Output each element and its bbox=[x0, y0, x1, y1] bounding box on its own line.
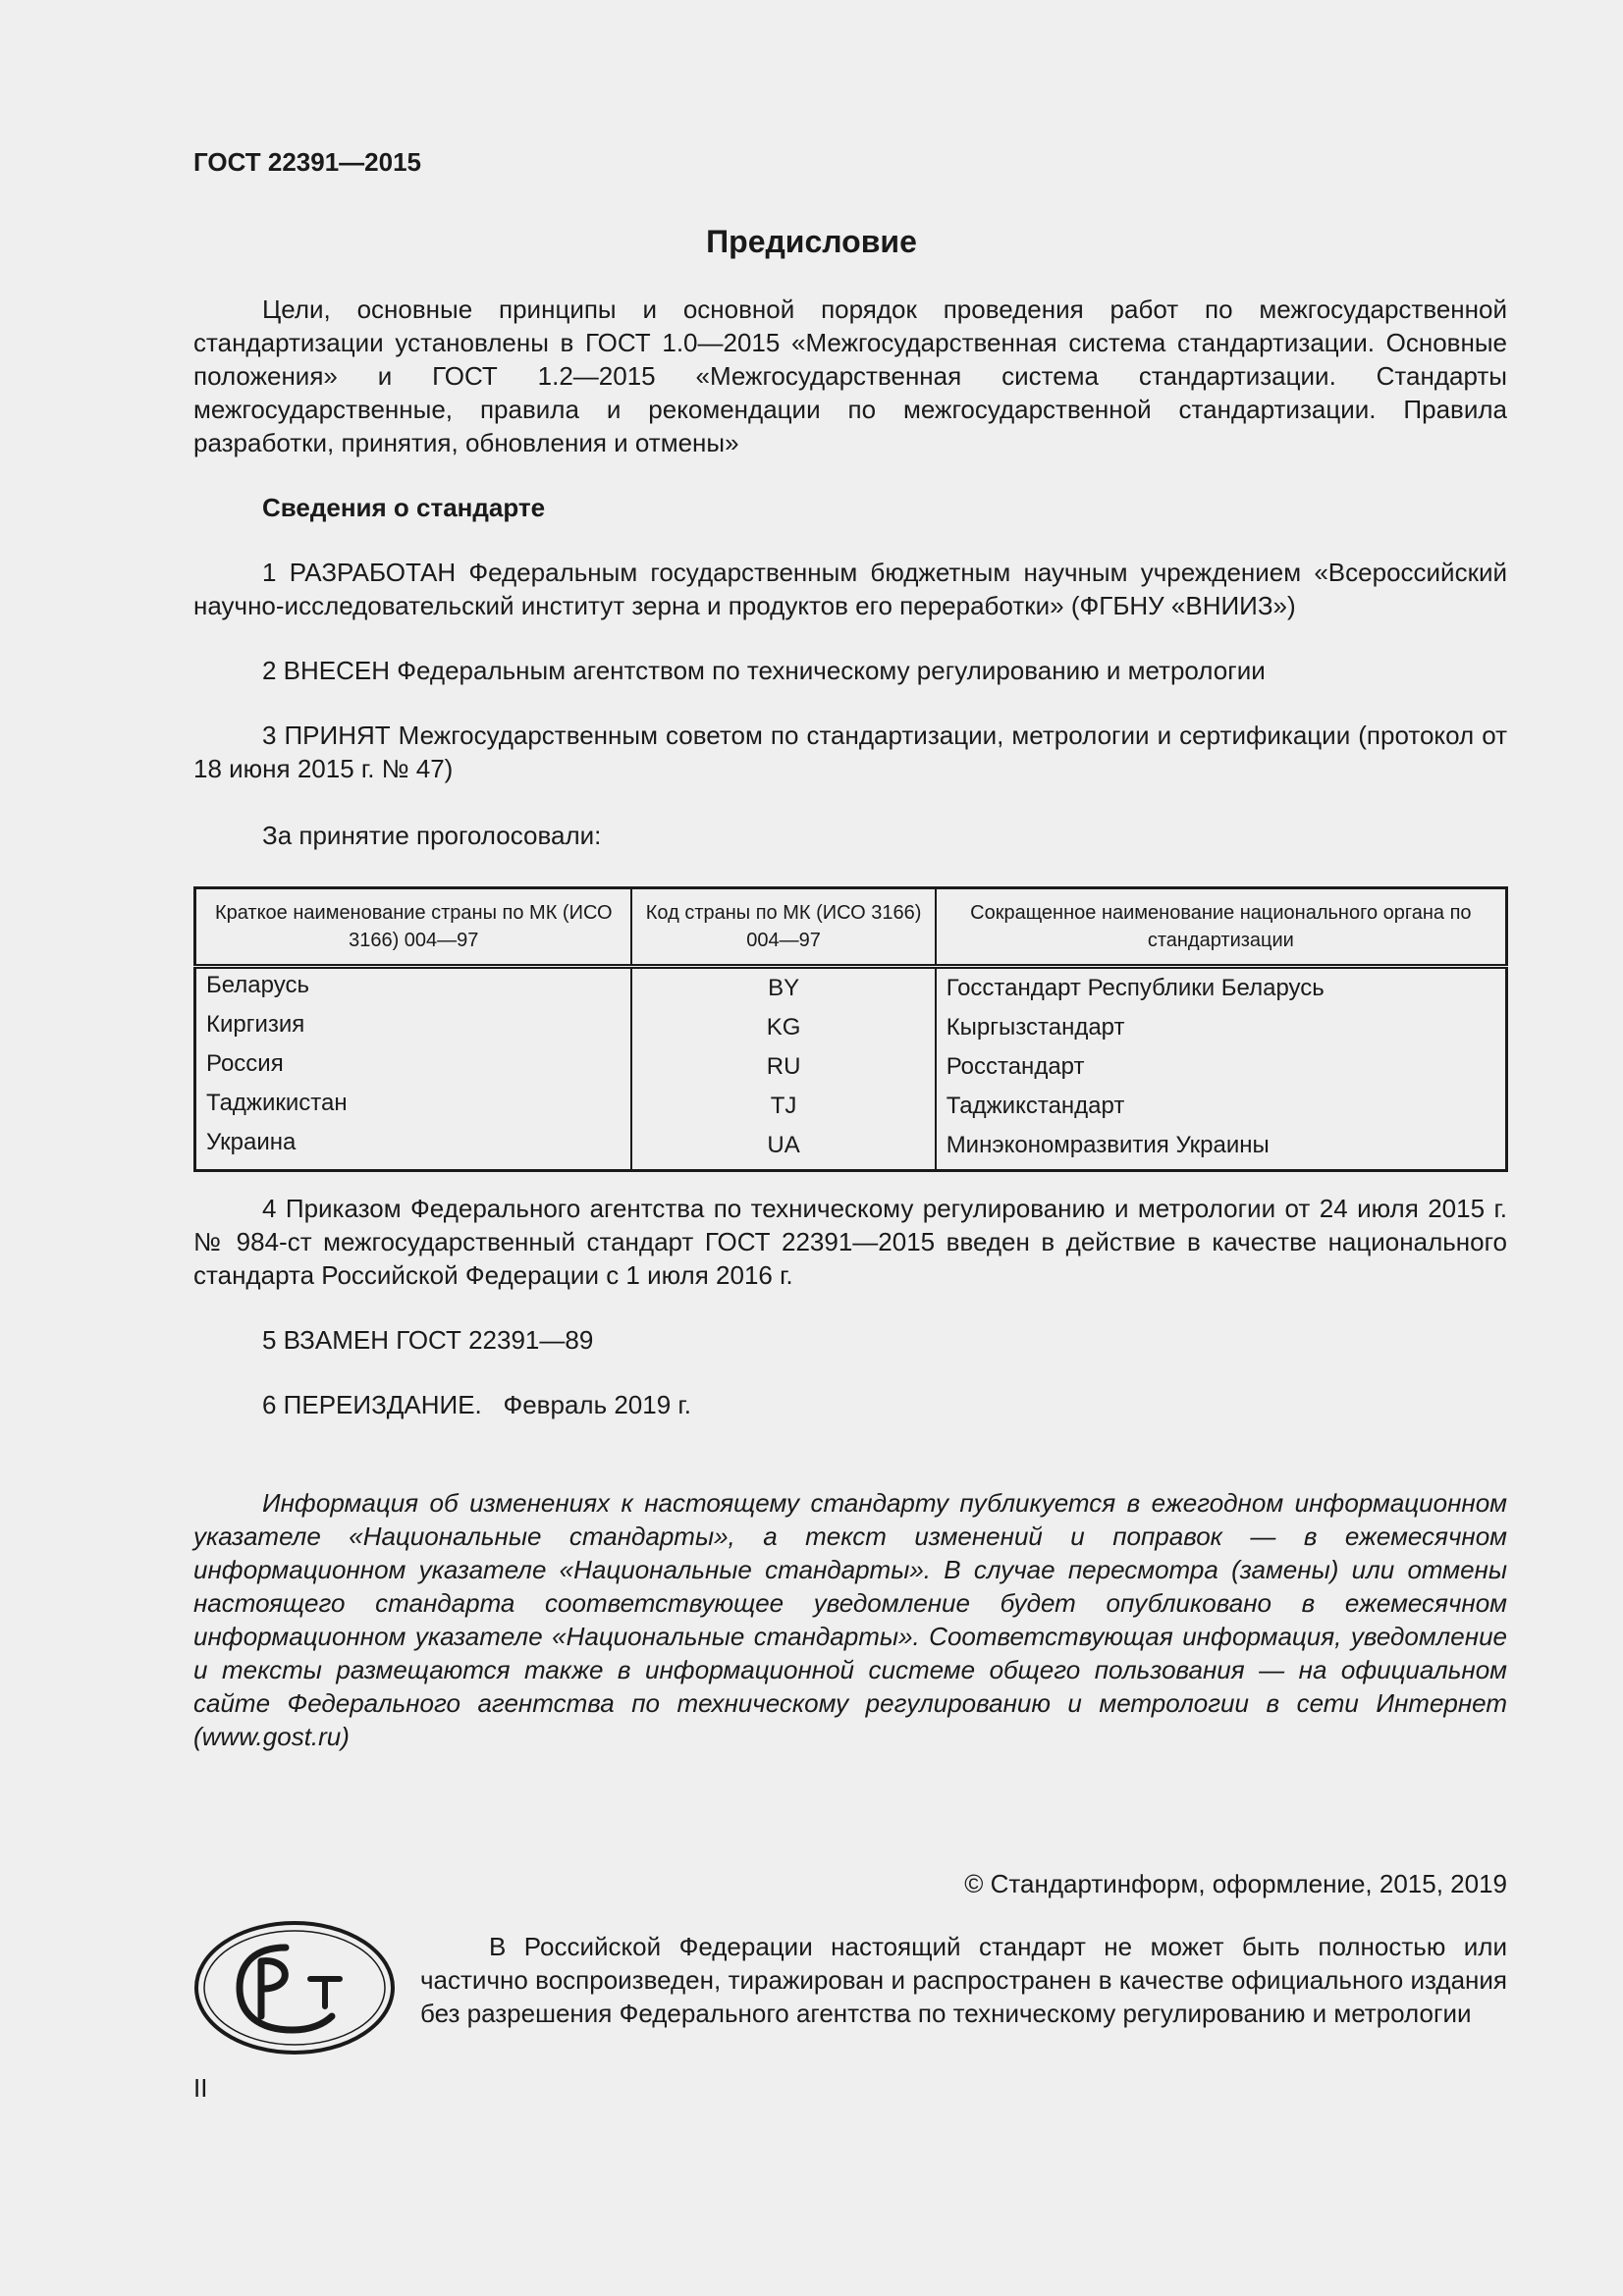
item-reissue: 6 ПЕРЕИЗДАНИЕ. Февраль 2019 г. bbox=[262, 1390, 691, 1419]
organization-cell: Таджикстандарт bbox=[936, 1087, 1507, 1126]
organization-cell: Минэкономразвития Украины bbox=[936, 1126, 1507, 1171]
item-adopted: 3 ПРИНЯТ Межгосударственным советом по стандартизации, метрологии и сертификации (протокол от 18 июня 2015 г. № 47) bbox=[193, 721, 1507, 783]
code-cell: KG bbox=[631, 1008, 935, 1047]
table-header-row bbox=[195, 888, 1507, 967]
countries-table bbox=[193, 886, 1508, 1172]
intro-paragraph: Цели, основные принципы и основной порядок проведения работ по межгосударственной стандартизации установлены в ГОСТ 1.0—2015 «Межгосударственная система стандартизации. Основные положения» и ГОСТ 1.2—2015 «Межгосударственная система стандартизации. Стандарты межгосударственные, правила и рекомендации по межгосударственной стандартизации. Правила разработки, принятия, обновления и отмены» bbox=[193, 294, 1507, 457]
country-cell: Киргизия bbox=[195, 1008, 632, 1047]
country-cell: Украина bbox=[195, 1126, 632, 1171]
organization-cell: Росстандарт bbox=[936, 1047, 1507, 1087]
item-replaces: 5 ВЗАМЕН ГОСТ 22391—89 bbox=[262, 1325, 594, 1355]
code-cell: UA bbox=[631, 1126, 935, 1171]
code-cell: TJ bbox=[631, 1087, 935, 1126]
item-submitted: 2 ВНЕСЕН Федеральным агентством по техническому регулированию и метрологии bbox=[262, 656, 1266, 685]
table-row bbox=[195, 1008, 1507, 1047]
country-cell: Беларусь bbox=[195, 967, 632, 1009]
page-number: II bbox=[193, 2073, 208, 2103]
document-code: ГОСТ 22391—2015 bbox=[193, 147, 421, 177]
section-heading: Сведения о стандарте bbox=[262, 493, 546, 522]
notice-paragraph: Информация об изменениях к настоящему стандарту публикуется в ежегодном информационном указателе «Национальные стандарты», а текст изменений и поправок — в ежемесячном информационном указателе «Национальные стандарты». В случае пересмотра (замены) или отмены настоящего стандарта соответствующее уведомление будет опубликовано в ежемесячном информационном указателе «Национальные стандарты». Соответствующая информация, уведомление и тексты размещаются также в информационной системе общего пользования — на официальном сайте Федерального агентства по техническому регулированию и метрологии в сети Интернет (www.gost.ru) bbox=[193, 1488, 1507, 1751]
voted-label: За принятие проголосовали: bbox=[262, 821, 602, 850]
code-cell: BY bbox=[631, 967, 935, 1009]
column-header-country: Краткое наименование страны по МК (ИСО 3166) 004—97 bbox=[195, 888, 632, 967]
legal-paragraph: В Российской Федерации настоящий стандарт не может быть полностью или частично воспроизведен, тиражирован и распространен в качестве официального издания без разрешения Федерального агентства по техническому регулированию и метрологии bbox=[420, 1932, 1507, 2028]
table-row bbox=[195, 1087, 1507, 1126]
column-header-code: Код страны по МК (ИСО 3166) 004—97 bbox=[631, 888, 935, 967]
item-order: 4 Приказом Федерального агентства по техническому регулированию и метрологии от 24 июля 2015 г. № 984-ст межгосударственный стандарт ГОСТ 22391—2015 введен в действие в качестве национального стандарта Российской Федерации с 1 июля 2016 г. bbox=[193, 1194, 1507, 1290]
table-row bbox=[195, 1047, 1507, 1087]
organization-cell: Кыргызстандарт bbox=[936, 1008, 1507, 1047]
rst-certification-logo-icon bbox=[192, 1918, 397, 2057]
item-developed: 1 РАЗРАБОТАН Федеральным государственным бюджетным научным учреждением «Всероссийский научно-исследовательский институт зерна и продуктов его переработки» (ФГБНУ «ВНИИЗ») bbox=[193, 558, 1507, 620]
country-cell: Россия bbox=[195, 1047, 632, 1087]
table-row bbox=[195, 967, 1507, 1009]
page-title: Предисловие bbox=[706, 224, 917, 259]
table-row bbox=[195, 1126, 1507, 1171]
organization-cell: Госстандарт Республики Беларусь bbox=[936, 967, 1507, 1009]
country-cell: Таджикистан bbox=[195, 1087, 632, 1126]
column-header-organization: Сокращенное наименование национального органа по стандартизации bbox=[936, 888, 1507, 967]
code-cell: RU bbox=[631, 1047, 935, 1087]
copyright-line: © Стандартинформ, оформление, 2015, 2019 bbox=[964, 1869, 1507, 1898]
